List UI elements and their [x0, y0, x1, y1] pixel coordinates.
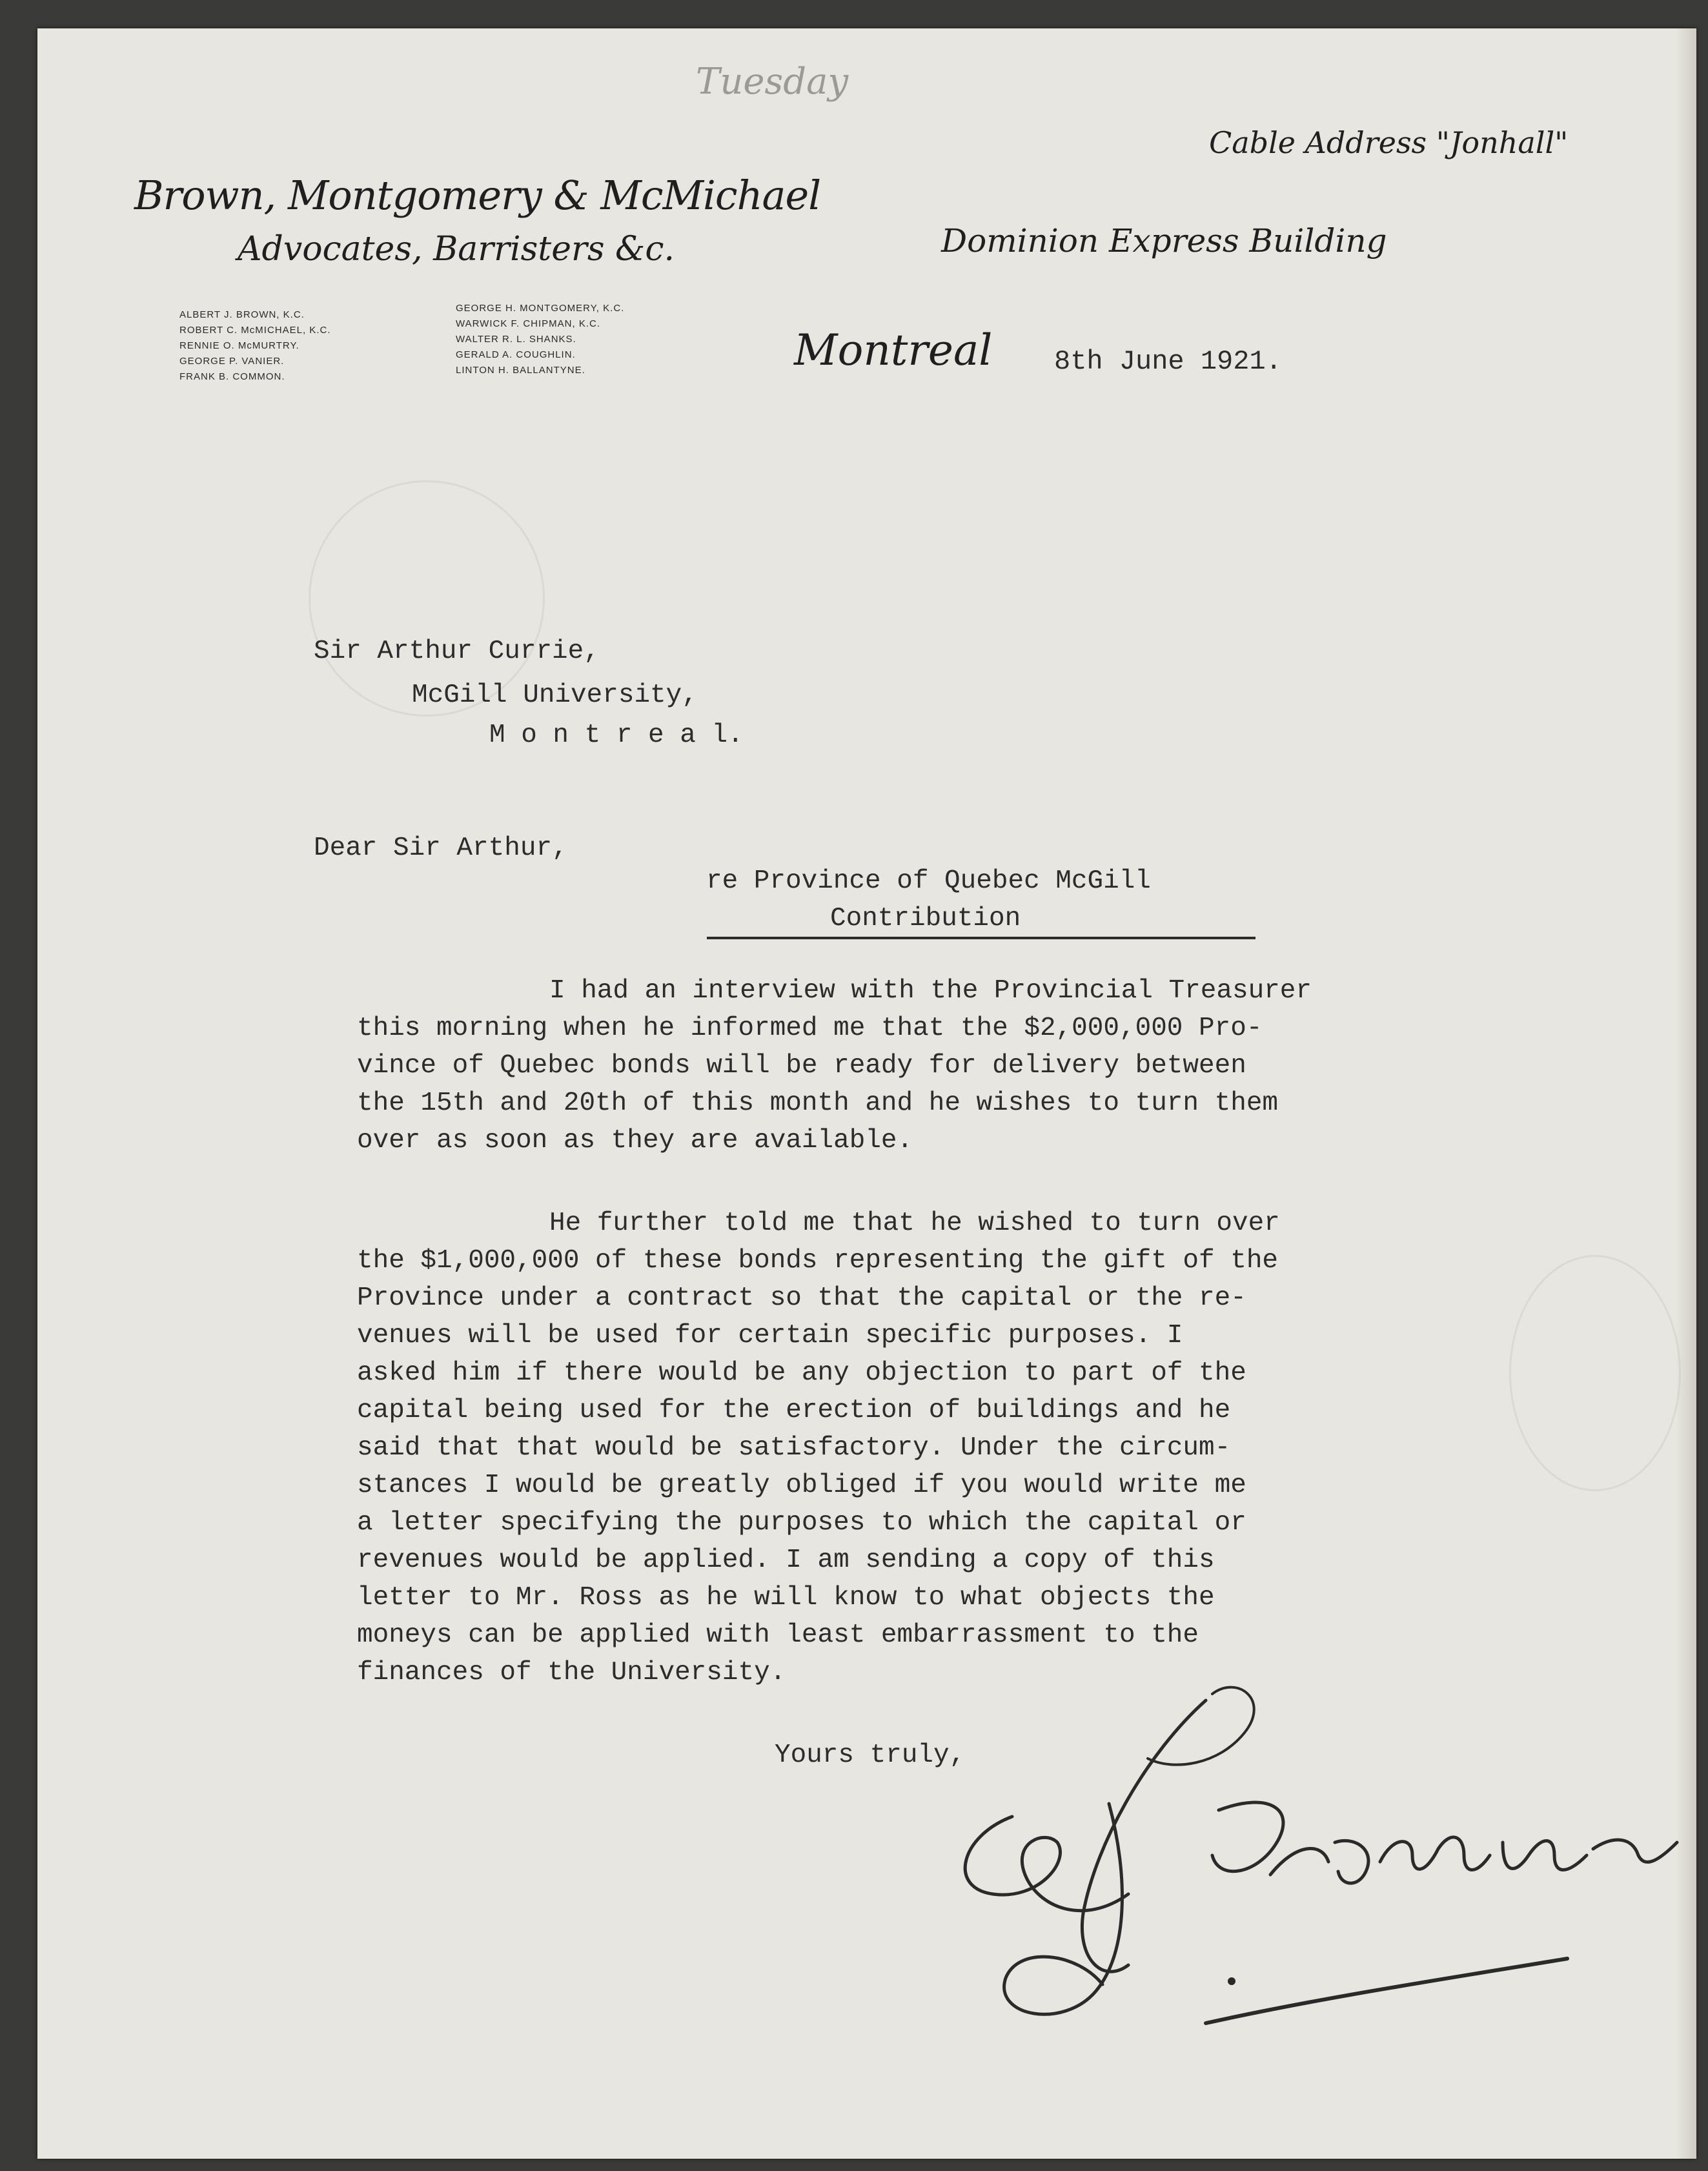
- subject-line-1: re Province of Quebec McGill: [706, 866, 1151, 896]
- signature: [935, 1681, 1690, 2043]
- city: Montreal: [794, 325, 993, 375]
- firm-subtitle: Advocates, Barristers &c.: [238, 230, 675, 269]
- partner-name: LINTON H. BALLANTYNE.: [456, 365, 585, 376]
- letter-date: 8th June 1921.: [1054, 346, 1282, 377]
- partner-name: WARWICK F. CHIPMAN, K.C.: [456, 318, 601, 329]
- partners-list-right: [456, 301, 624, 378]
- partner-name: ALBERT J. BROWN, K.C.: [179, 309, 305, 320]
- subject-underline: [707, 937, 1256, 939]
- cable-address: Cable Address "Jonhall": [1209, 125, 1569, 160]
- partner-name: GEORGE H. MONTGOMERY, K.C.: [456, 303, 625, 314]
- letter-page: [37, 28, 1696, 2159]
- subject-line-2: Contribution: [830, 904, 1021, 933]
- partner-name: FRANK B. COMMON.: [179, 371, 285, 382]
- firm-name: Brown, Montgomery & McMichael: [134, 172, 821, 219]
- body-paragraph-1: I had an interview with the Provincial Treasurer this morning when he informed me that the $2,000,000 Pro- vince of Quebec bonds will be ready for delivery between the 15th and 20th of this month and he wishes to turn them over as soon as they are available.: [357, 976, 1312, 1156]
- building-name: Dominion Express Building: [941, 222, 1387, 260]
- closing: Yours truly,: [775, 1740, 966, 1770]
- recipient-city: M o n t r e a l.: [489, 720, 744, 750]
- body-paragraph-2: He further told me that he wished to turn over the $1,000,000 of these bonds representing the gift of the Province under a contract so that the capital or the re- venues will be used for certain specific purposes. I asked him if there would be any objection to part of the capital being used for the erection of buildings and he said that that would be satisfactory. Under the circum- stances I would be greatly obliged if you would write me a letter specifying the purposes to which the capital or revenues would be applied. I am sending a copy of this letter to Mr. Ross as he will know to what objects the moneys can be applied with least embarrassment to the finances of the University.: [357, 1208, 1280, 1687]
- recipient-name: Sir Arthur Currie,: [314, 637, 600, 666]
- partner-name: GERALD A. COUGHLIN.: [456, 349, 576, 360]
- partner-name: RENNIE O. McMURTRY.: [179, 340, 300, 351]
- salutation: Dear Sir Arthur,: [314, 833, 568, 863]
- pencil-note: Tuesday: [696, 61, 849, 103]
- partner-name: WALTER R. L. SHANKS.: [456, 334, 576, 345]
- partner-name: ROBERT C. McMICHAEL, K.C.: [179, 325, 331, 336]
- recipient-institution: McGill University,: [412, 680, 698, 710]
- partners-list-left: [179, 307, 330, 385]
- partner-name: GEORGE P. VANIER.: [179, 356, 285, 367]
